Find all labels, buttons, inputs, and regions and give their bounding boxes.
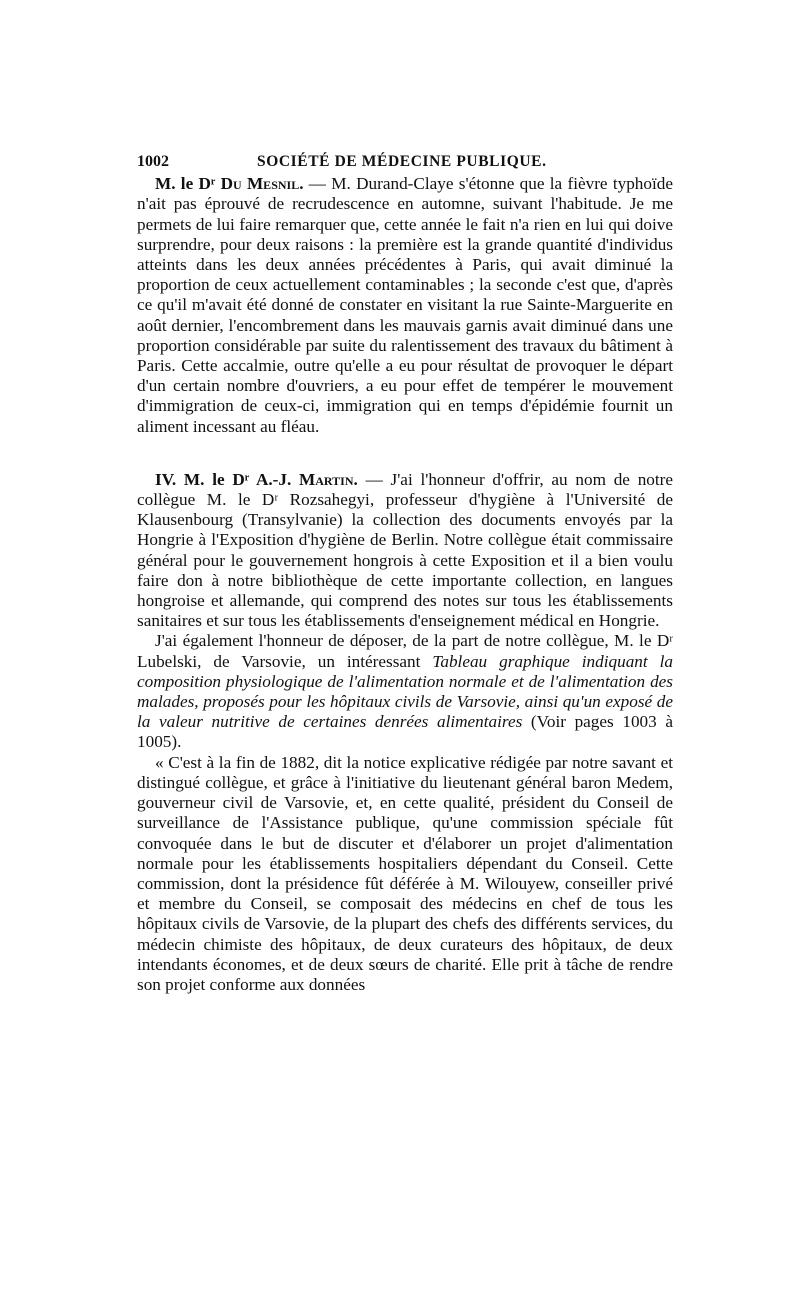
page-number: 1002: [137, 153, 169, 170]
speaker-name: Du Mesnil.: [220, 174, 304, 194]
paragraph-du-mesnil: [137, 174, 673, 437]
paragraph-text: — M. Durand-Claye s'étonne que la fièvre typhoïde n'ait pas éprouvé de recrudescence en automne, suivant l'habitude. Je me permets de lui faire remarquer que, cette année le fait n'a rien en lui qui doive surprendre, pour deux raisons : la première est la grande quantité d'individus atteints dans les deux années précédentes à Paris, qui avait diminué la proportion de ceux actuellement contaminables ; la seconde c'est que, d'après ce qu'il m'avait été donné de constater en visitant la rue Sainte-Marguerite en août dernier, l'encombrement dans les mauvais garnis avait diminué dans une proportion considérable par suite du ralentissement des travaux du bâtiment à Paris. Cette accalmie, outre qu'elle a eu pour résultat de provoquer le départ d'un certain nombre d'ouvriers, a eu pour effet de tempérer le mouvement d'immigration de ceux-ci, immigration qui en temps d'épidémie fournit un aliment incessant au fléau.: [137, 174, 673, 436]
paragraph-martin: [137, 470, 673, 632]
speaker-prefix: M. le Dʳ: [155, 174, 221, 194]
speaker-name: Martin.: [299, 469, 358, 489]
speaker-prefix: IV. M. le Dʳ A.-J.: [155, 469, 300, 489]
running-title: SOCIÉTÉ DE MÉDECINE PUBLIQUE.: [257, 153, 547, 170]
paragraph-lubelski: [137, 631, 673, 752]
paragraph-text-before: J'ai également l'honneur de déposer, de la part de notre collègue, M. le Dʳ Lubelski, de Varsovie, un intéressant: [137, 631, 673, 671]
page-header: [137, 152, 673, 172]
paragraph-text-after: (Voir pages 1003 à 1005).: [137, 712, 673, 752]
paragraph-notice: [137, 753, 673, 995]
section-gap: [137, 437, 673, 470]
italic-title: Tableau graphique indiquant la composition physiologique de l'alimentation normale et de l'alimentation des malades, proposés pour les hôpitaux civils de Varsovie, ainsi qu'un exposé de la valeur nutritive de certaines denrées alimentaires: [137, 651, 674, 732]
paragraph-text: « C'est à la fin de 1882, dit la notice explicative rédigée par notre savant et distingué collègue, et grâce à l'initiative du lieutenant général baron Medem, gouverneur civil de Varsovie, et, en cette qualité, président du Conseil de surveillance de l'Assistance publique, qu'une commission spéciale fût convoquée dans le but de discuter et d'élaborer un projet d'alimentation normale pour les établissements hospitaliers dépendant du Conseil. Cette commission, dont la présidence fût déférée à M. Wilouyew, conseiller privé et membre du Conseil, se composait des médecins en chef de tous les hôpitaux civils de Varsovie, de la plupart des chefs des différents services, du médecin chimiste des hôpitaux, de deux curateurs des hôpitaux, de deux intendants économes, et de deux sœurs de charité. Elle prit à tâche de rendre son projet conforme aux données: [137, 752, 673, 994]
document-page: [137, 152, 673, 995]
paragraph-text: — J'ai l'honneur d'offrir, au nom de notre collègue M. le Dʳ Rozsahegyi, professeur d'hygiène à l'Université de Klausenbourg (Transylvanie) la collection des documents envoyés par la Hongrie à l'Exposition d'hygiène de Berlin. Notre collègue était commissaire général pour le gouvernement hongrois à cette Exposition et il a bien voulu faire don à notre bibliothèque de cette importante collection, en langues hongroise et allemande, qui comprend des notes sur tous les établissements sanitaires et sur tous les établissements d'enseignement médical en Hongrie.: [137, 469, 674, 631]
